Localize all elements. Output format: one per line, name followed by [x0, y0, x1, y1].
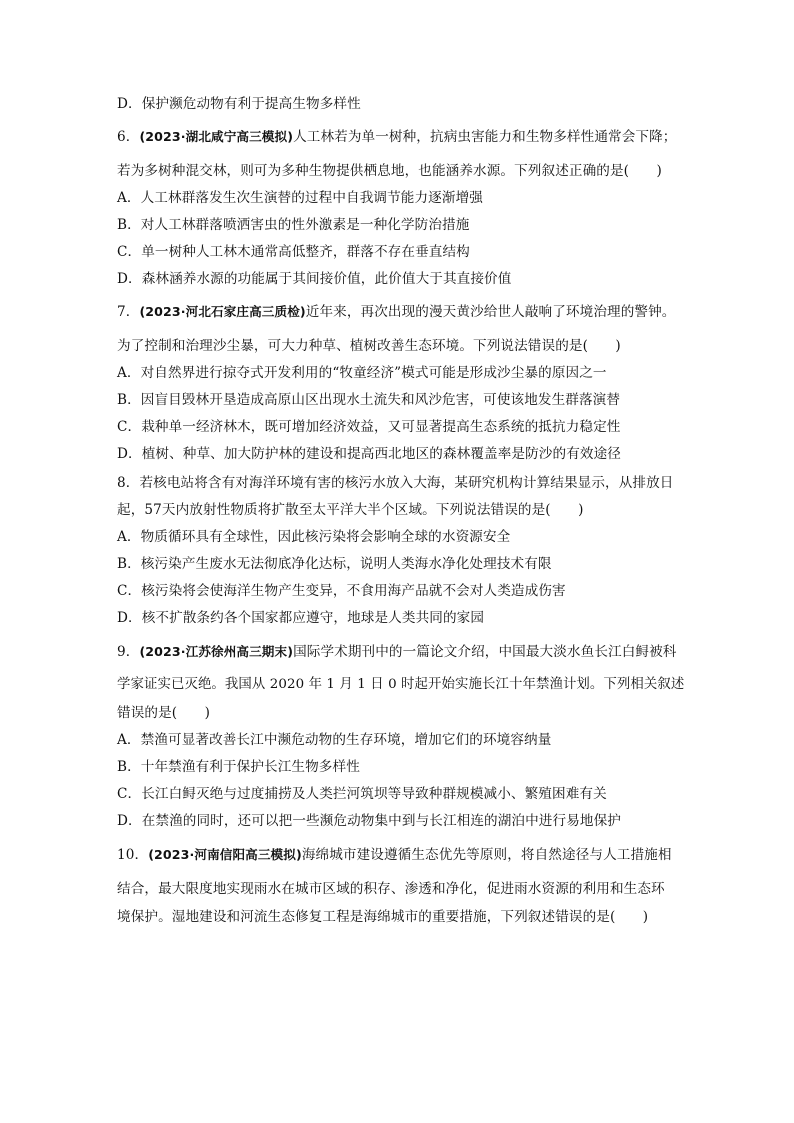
q8-stem-line-2: 起，57天内放射性物质将扩散至太平洋大半个区域。下列说法错误的是( ): [117, 502, 584, 518]
q7-option-d: D．植树、种草、加大防护林的建设和提高西北地区的森林覆盖率是防沙的有效途径: [117, 446, 621, 462]
q10-stem-line-2: 结合，最大限度地实现雨水在城市区域的积存、渗透和净化，促进雨水资源的利用和生态环: [117, 881, 665, 897]
q9-source: (2023·江苏徐州高三期末): [139, 644, 294, 659]
q7-stem-line-2: 为了控制和治理沙尘暴，可大力种草、植树改善生态环境。下列说法错误的是( ): [117, 338, 621, 354]
q9-stem: [117, 642, 687, 662]
q8-stem-text: 若核电站将含有对海洋环境有害的核污水放入大海，某研究机构计算结果显示，从排放日: [139, 475, 674, 491]
q6-source: (2023·湖北咸宁高三模拟): [139, 129, 294, 144]
q5-option-d: D．保护濒危动物有利于提高生物多样性: [117, 96, 361, 112]
q6-option-a: A．人工林群落发生次生演替的过程中自我调节能力逐渐增强: [117, 190, 483, 206]
q7-option-c: C．栽种单一经济林木，既可增加经济效益，又可显著提高生态系统的抵抗力稳定性: [117, 419, 621, 435]
q7-stem: [117, 302, 687, 322]
q6-option-c: C．单一树种人工林木通常高低整齐，群落不存在垂直结构: [117, 244, 470, 260]
q10-stem: [117, 845, 687, 865]
q7-option-a: A．对自然界进行掠夺式开发利用的“牧童经济”模式可能是形成沙尘暴的原因之一: [117, 365, 607, 381]
q6-stem-line-2: 若为多树种混交林，则可为多种生物提供栖息地，也能涵养水源。下列叙述正确的是( ): [117, 163, 662, 179]
q10-stem-text: 海绵城市建设遵循生态优先等原则，将自然途径与人工措施相: [301, 847, 672, 863]
q9-number: 9．: [117, 644, 140, 660]
q7-source: (2023·河北石家庄高三质检): [139, 304, 306, 319]
q10-number: 10．: [117, 847, 149, 863]
q6-stem: [117, 127, 687, 147]
q8-option-b: B．核污染产生废水无法彻底净化达标，说明人类海水净化处理技术有限: [117, 556, 552, 572]
q9-option-a: A．禁渔可显著改善长江中濒危动物的生存环境，增加它们的环境容纳量: [117, 732, 552, 748]
q9-option-b: B．十年禁渔有利于保护长江生物多样性: [117, 759, 360, 775]
q9-option-c: C．长江白鲟灭绝与过度捕捞及人类拦河筑坝等导致种群规模减小、繁殖困难有关: [117, 786, 607, 802]
q7-number: 7．: [117, 304, 140, 320]
q7-option-b: B．因盲目毁林开垦造成高原山区出现水土流失和风沙危害，可使该地发生群落演替: [117, 392, 621, 408]
q6-option-b: B．对人工林群落喷洒害虫的性外激素是一种化学防治措施: [117, 217, 470, 233]
q8-number: 8．: [117, 475, 140, 491]
q6-number: 6．: [117, 129, 140, 145]
q9-stem-line-3: 错误的是( ): [117, 705, 210, 721]
q10-source: (2023·河南信阳高三模拟): [148, 847, 302, 862]
q9-stem-text: 国际学术期刊中的一篇论文介绍，中国最大淡水鱼长江白鲟被科: [293, 644, 677, 660]
q8-option-c: C．核污染将会使海洋生物产生变异，不食用海产品就不会对人类造成伤害: [117, 583, 566, 599]
q9-stem-line-2: 学家证实已灭绝。我国从 2020 年 1 月 1 日 0 时起开始实施长江十年禁渔计划。下列相关叙述: [117, 677, 685, 692]
q10-stem-line-3: 境保护。湿地建设和河流生态修复工程是海绵城市的重要措施，下列叙述错误的是( ): [117, 909, 649, 925]
q8-option-a: A．物质循环具有全球性，因此核污染将会影响全球的水资源安全: [117, 529, 511, 545]
q9-option-d: D．在禁渔的同时，还可以把一些濒危动物集中到与长江相连的湖泊中进行易地保护: [117, 813, 621, 829]
q8-option-d: D．核不扩散条约各个国家都应遵守，地球是人类共同的家园: [117, 610, 485, 626]
q6-stem-text: 人工林若为单一树种，抗病虫害能力和生物多样性通常会下降；: [293, 129, 677, 145]
q7-stem-text: 近年来，再次出现的漫天黄沙给世人敲响了环境治理的警钟。: [305, 304, 676, 320]
q8-stem: [117, 473, 687, 493]
q6-option-d: D．森林涵养水源的功能属于其间接价值，此价值大于其直接价值: [117, 271, 512, 287]
